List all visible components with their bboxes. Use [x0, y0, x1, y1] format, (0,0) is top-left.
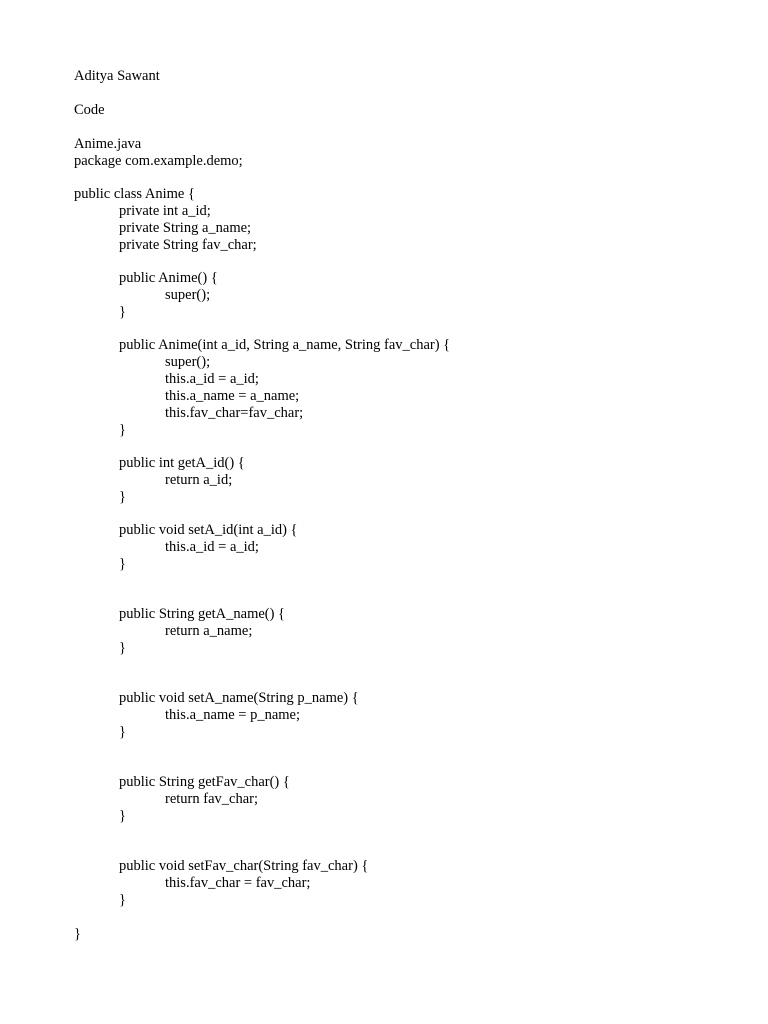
code-line: public void setA_id(int a_id) {	[119, 522, 298, 538]
code-line: this.a_id = a_id;	[165, 371, 259, 387]
code-line: }	[74, 926, 81, 942]
code-line: public String getA_name() {	[119, 606, 286, 622]
code-line: this.a_name = p_name;	[165, 707, 301, 723]
code-line: private String a_name;	[119, 220, 252, 236]
file-name: Anime.java	[74, 136, 142, 152]
code-line: public class Anime {	[74, 186, 195, 202]
code-line: }	[119, 808, 126, 824]
code-line: }	[119, 304, 126, 320]
code-line: super();	[165, 287, 211, 303]
code-line: }	[119, 489, 126, 505]
code-line: public Anime() {	[119, 270, 218, 286]
code-line: super();	[165, 354, 211, 370]
code-line: }	[119, 640, 126, 656]
code-line: this.fav_char = fav_char;	[165, 875, 311, 891]
code-line: package com.example.demo;	[74, 153, 243, 169]
code-line: return a_id;	[165, 472, 233, 488]
code-line: }	[119, 556, 126, 572]
code-line: private int a_id;	[119, 203, 211, 219]
author-name: Aditya Sawant	[74, 68, 160, 84]
code-line: }	[119, 422, 126, 438]
code-line: public void setA_name(String p_name) {	[119, 690, 359, 706]
code-line: }	[119, 892, 126, 908]
section-heading: Code	[74, 102, 105, 118]
code-line: public String getFav_char() {	[119, 774, 290, 790]
code-line: this.a_name = a_name;	[165, 388, 300, 404]
code-line: return a_name;	[165, 623, 253, 639]
code-line: this.a_id = a_id;	[165, 539, 259, 555]
code-line: public Anime(int a_id, String a_name, String fav_char) {	[119, 337, 451, 353]
code-line: public int getA_id() {	[119, 455, 245, 471]
code-line: this.fav_char=fav_char;	[165, 405, 304, 421]
code-line: private String fav_char;	[119, 237, 257, 253]
code-line: }	[119, 724, 126, 740]
code-line: public void setFav_char(String fav_char) {	[119, 858, 369, 874]
code-line: return fav_char;	[165, 791, 258, 807]
